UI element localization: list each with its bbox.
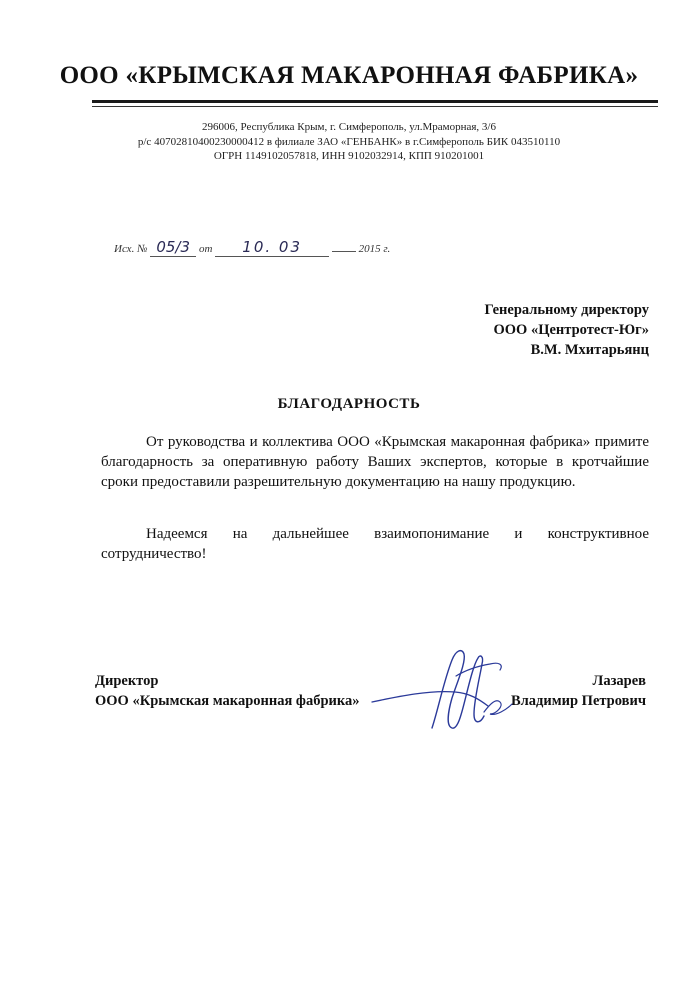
requisites-address: 296006, Республика Крым, г. Симферополь, ул.Мраморная, 3/6	[202, 121, 496, 133]
document-heading: БЛАГОДАРНОСТЬ	[277, 396, 421, 412]
outgoing-number-line	[114, 238, 390, 257]
outgoing-prefix: Исх. №	[114, 243, 148, 255]
body-paragraph-2: Надеемся на дальнейшее взаимопонимание и конструктивное сотрудничество!	[101, 526, 649, 562]
letterhead-divider-thin	[92, 106, 658, 107]
handwritten-signature	[370, 640, 530, 740]
letterhead-divider-thick	[92, 100, 658, 103]
addressee-position: Генеральному директору	[484, 302, 649, 318]
signer-full-name: Владимир Петрович	[511, 693, 646, 709]
addressee-name: В.М. Мхитарьянц	[530, 342, 649, 358]
signer-surname: Лазарев	[592, 673, 646, 689]
outgoing-date: 10. 03	[215, 238, 329, 257]
outgoing-year: 2015 г.	[358, 243, 391, 255]
outgoing-number: 05/3	[150, 238, 196, 257]
company-title: ООО «КРЫМСКАЯ МАКАРОННАЯ ФАБРИКА»	[59, 62, 639, 89]
outgoing-from-label: от	[198, 243, 213, 255]
signer-name-block	[511, 671, 646, 711]
company-requisites	[0, 120, 698, 164]
requisites-registration: ОГРН 1149102057818, ИНН 9102032914, КПП 910201001	[213, 150, 485, 162]
outgoing-date-blank	[332, 241, 356, 252]
requisites-bank: р/с 40702810400230000412 в филиале ЗАО «ГЕНБАНК» в г.Симферополь БИК 043510110	[137, 135, 561, 148]
signer-organization: ООО «Крымская макаронная фабрика»	[95, 693, 360, 709]
signer-position: Директор	[95, 673, 159, 689]
addressee-company: ООО «Центротест-Юг»	[493, 322, 649, 338]
body-paragraph-1: От руководства и коллектива ООО «Крымская макаронная фабрика» примите благодарность за оперативную работу Ваших экспертов, которые в кротчайшие сроки предоставили разрешительную документацию на нашу продукцию.	[101, 434, 649, 490]
signer-position-block	[95, 671, 360, 711]
addressee-block	[484, 300, 649, 360]
